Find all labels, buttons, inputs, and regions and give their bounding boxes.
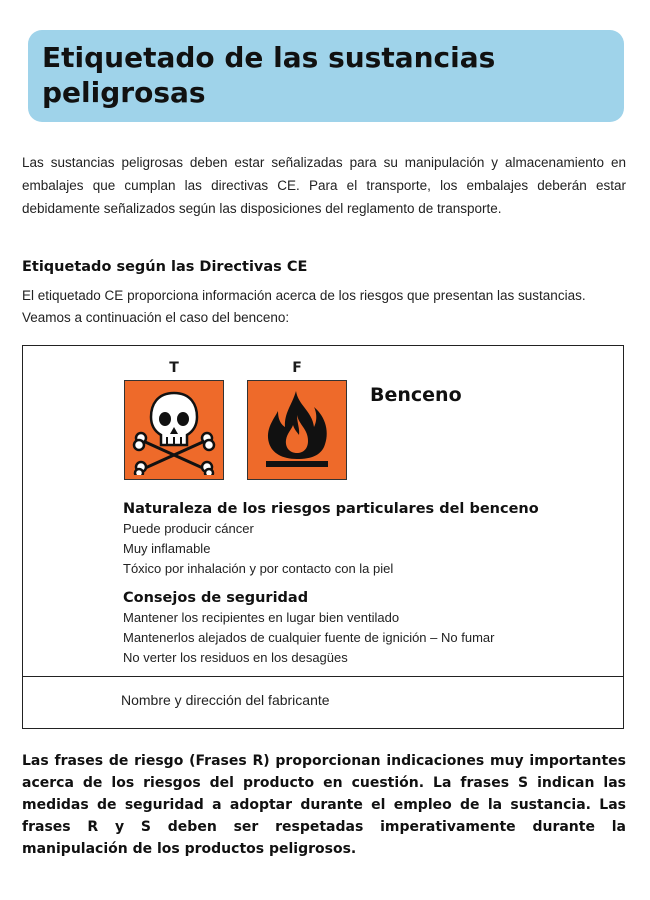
risk-item: Muy inflamable	[123, 541, 211, 556]
flame-icon	[252, 385, 342, 475]
advice-item: Mantenerlos alejados de cualquier fuente de ignición – No fumar	[123, 630, 495, 645]
hazard-label-box	[22, 345, 624, 729]
summary-paragraph: Las frases de riesgo (Frases R) proporcionan indicaciones muy importantes acerca de los riesgos del producto en cuestión. La frases S indican las medidas de seguridad a adoptar durante el empleo de la sustancia. Las frases R y S deben ser respetadas imperativamente durante la manipulación de los productos peligrosos.	[22, 753, 626, 857]
title-banner	[28, 30, 624, 122]
symbol-code-t: T	[169, 360, 179, 376]
section-text: El etiquetado CE proporciona información acerca de los riesgos que presentan las sustancias. Veamos a continuación el caso del benceno:	[22, 288, 586, 325]
section-heading: Etiquetado según las Directivas CE	[22, 259, 308, 275]
manufacturer-field: Nombre y dirección del fabricante	[121, 692, 330, 708]
skull-crossbones-icon	[129, 385, 219, 475]
safety-advice-section	[123, 590, 603, 668]
advice-item: No verter los residuos en los desagües	[123, 650, 348, 665]
label-divider	[23, 676, 623, 677]
substance-name: Benceno	[370, 384, 462, 406]
risks-heading: Naturaleza de los riesgos particulares del benceno	[123, 501, 539, 517]
page-title: Etiquetado de las sustancias peligrosas	[42, 41, 496, 109]
advice-heading: Consejos de seguridad	[123, 590, 309, 606]
toxic-pictogram	[124, 380, 224, 480]
flammable-pictogram	[247, 380, 347, 480]
advice-item: Mantener los recipientes en lugar bien ventilado	[123, 610, 400, 625]
intro-paragraph: Las sustancias peligrosas deben estar señalizadas para su manipulación y almacenamiento en embalajes que cumplan las directivas CE. Para el transporte, los embalajes deberán estar debidamente señalizados según las disposiciones del reglamento de transporte.	[22, 155, 626, 216]
hazard-symbol-toxic	[124, 360, 224, 480]
hazard-symbol-flammable	[247, 360, 347, 480]
risk-item: Puede producir cáncer	[123, 521, 254, 536]
risk-item: Tóxico por inhalación y por contacto con la piel	[123, 561, 394, 576]
symbol-code-f: F	[292, 360, 302, 376]
risks-section	[123, 501, 603, 579]
